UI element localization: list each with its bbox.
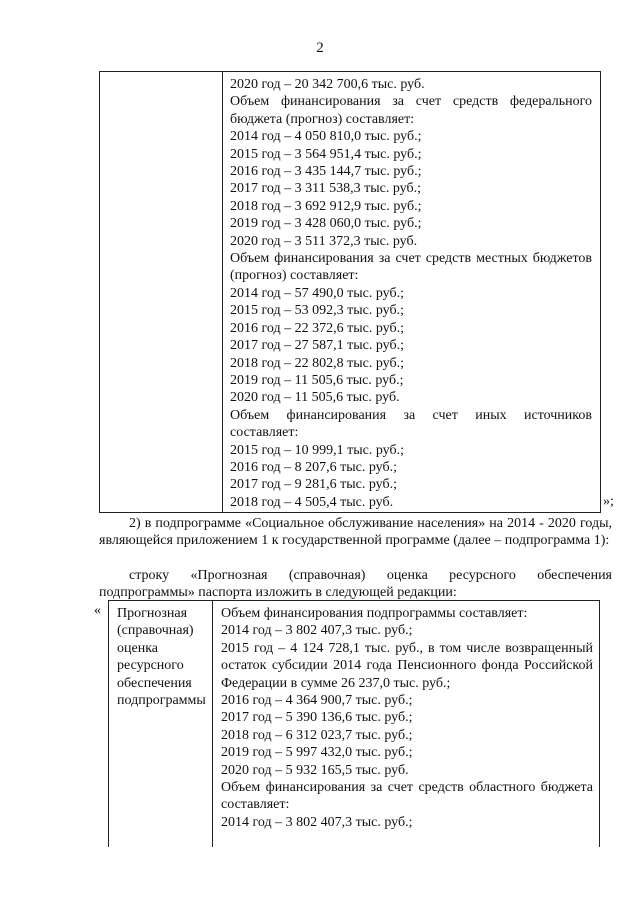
- funding-heading: Объем финансирования за счет средств местных бюджетов (прогноз) составляет:: [230, 251, 592, 284]
- funding-line: 2019 год – 5 997 432,0 тыс. руб.;: [221, 745, 413, 761]
- funding-line: 2018 год – 4 505,4 тыс. руб.: [230, 494, 394, 510]
- funding-line: 2017 год – 9 281,6 тыс. руб.;: [230, 477, 397, 493]
- funding-line: 2014 год – 57 490,0 тыс. руб.;: [230, 285, 404, 301]
- funding-line: 2018 год – 22 802,8 тыс. руб.;: [230, 355, 404, 371]
- funding-line: 2019 год – 3 428 060,0 тыс. руб.;: [230, 216, 422, 232]
- funding-text-cell: [230, 76, 592, 511]
- funding-line: 2015 год – 10 999,1 тыс. руб.;: [230, 442, 404, 458]
- funding-line: 2020 год – 3 511 372,3 тыс. руб.: [230, 233, 418, 249]
- funding-line: 2018 год – 3 692 912,9 тыс. руб.;: [230, 198, 422, 214]
- amendment-paragraph: 2) в подпрограмме «Социальное обслуживание населения» на 2014 - 2020 годы, являющейся приложением 1 к государственной программе (далее – подпрограмма 1):: [99, 516, 612, 549]
- funding-heading: Объем финансирования за счет средств областного бюджета составляет:: [221, 780, 593, 813]
- funding-line: 2016 год – 4 364 900,7 тыс. руб.;: [221, 693, 413, 709]
- opening-quote: «: [94, 603, 101, 618]
- funding-line: 2015 год – 53 092,3 тыс. руб.;: [230, 303, 404, 319]
- subprogram-resource-table: [108, 600, 600, 847]
- funding-line: 2015 год – 4 124 728,1 тыс. руб., в том числе возвращенный остаток субсидии 2014 года Пенсионного фонда Российской Федерации в сумме 26 237,0 тыс. руб.;: [221, 640, 593, 691]
- funding-line: 2020 год – 11 505,6 тыс. руб.: [230, 390, 400, 406]
- funding-line: 2015 год – 3 564 951,4 тыс. руб.;: [230, 146, 422, 162]
- funding-heading: Объем финансирования подпрограммы составляет:: [221, 606, 528, 621]
- funding-line: 2016 год – 3 435 144,7 тыс. руб.;: [230, 164, 422, 180]
- column-divider: [212, 601, 213, 847]
- funding-line: 2020 год – 20 342 700,6 тыс. руб.: [230, 77, 425, 92]
- funding-line: 2016 год – 22 372,6 тыс. руб.;: [230, 320, 404, 336]
- resource-table-continuation: [99, 71, 601, 513]
- funding-line: 2017 год – 27 587,1 тыс. руб.;: [230, 338, 404, 354]
- funding-line: 2018 год – 6 312 023,7 тыс. руб.;: [221, 727, 413, 743]
- instruction-paragraph: строку «Прогнозная (справочная) оценка ресурсного обеспечения подпрограммы» паспорта изложить в следующей редакции:: [99, 568, 612, 601]
- funding-heading: Объем финансирования за счет иных источников составляет:: [230, 407, 592, 441]
- funding-line: 2014 год – 4 050 810,0 тыс. руб.;: [230, 129, 422, 145]
- funding-line: 2014 год – 3 802 407,3 тыс. руб.;: [221, 814, 413, 830]
- funding-line: 2017 год – 3 311 538,3 тыс. руб.;: [230, 181, 421, 197]
- funding-line: 2014 год – 3 802 407,3 тыс. руб.;: [221, 623, 413, 639]
- funding-line: 2016 год – 8 207,6 тыс. руб.;: [230, 459, 397, 475]
- closing-quote: »;: [603, 494, 614, 509]
- funding-line: 2019 год – 11 505,6 тыс. руб.;: [230, 372, 404, 388]
- funding-line: 2017 год – 5 390 136,6 тыс. руб.;: [221, 710, 413, 726]
- funding-text-cell: [221, 605, 593, 831]
- page-number: 2: [316, 40, 324, 56]
- funding-line: 2020 год – 5 932 165,5 тыс. руб.: [221, 762, 409, 778]
- row-label: Прогнозная (справочная) оценка ресурсного обеспечения подпрограммы: [117, 606, 206, 709]
- column-divider: [222, 72, 223, 512]
- funding-heading: Объем финансирования за счет средств федерального бюджета (прогноз) составляет:: [230, 94, 592, 127]
